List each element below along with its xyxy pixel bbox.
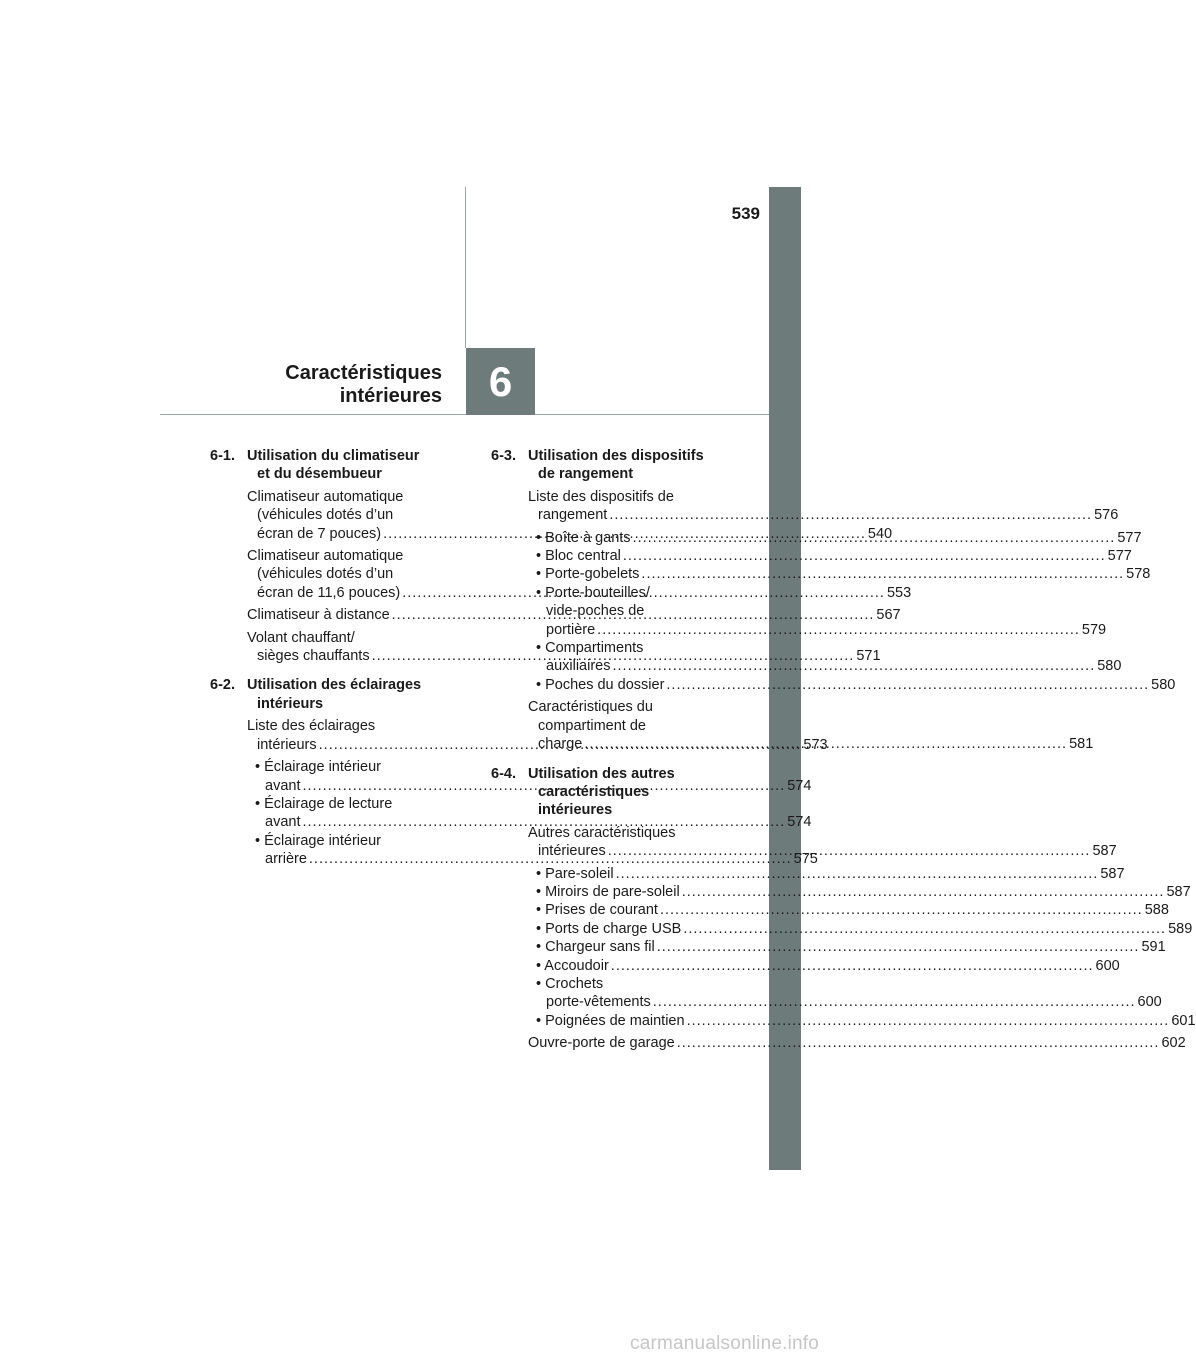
entry-line bbox=[528, 621, 1107, 639]
section-title bbox=[247, 447, 458, 484]
page-ref[interactable]: 573 bbox=[803, 736, 828, 753]
entry-line: • Crochets bbox=[536, 975, 604, 992]
entry-text: arrière bbox=[265, 851, 307, 868]
entry-line bbox=[247, 813, 812, 831]
dot-leader bbox=[660, 902, 1143, 918]
dot-leader bbox=[609, 507, 1092, 523]
section-title-line: Utilisation des éclairages bbox=[247, 677, 422, 694]
dot-leader bbox=[657, 939, 1140, 955]
entry-line bbox=[528, 938, 1166, 956]
entry-text: rangement bbox=[538, 507, 608, 524]
entry-line: • Porte-bouteilles/ bbox=[536, 584, 650, 601]
entry-line: Caractéristiques du bbox=[528, 699, 653, 716]
dot-leader bbox=[687, 1013, 1170, 1029]
page-ref[interactable]: 576 bbox=[1094, 507, 1119, 524]
section-number: 6-2. bbox=[210, 677, 235, 694]
section-number: 6-1. bbox=[210, 448, 235, 464]
entry-text: • Poches du dossier bbox=[536, 676, 665, 693]
page-ref[interactable]: 579 bbox=[1081, 621, 1107, 638]
entry-text: • Prises de courant bbox=[536, 902, 658, 919]
page-ref[interactable]: 591 bbox=[1141, 939, 1166, 956]
section-title-line: Utilisation du climatiseur bbox=[247, 448, 420, 464]
watermark: carmanualsonline.info bbox=[630, 1333, 820, 1354]
entry-text: charge bbox=[538, 736, 583, 753]
dot-leader bbox=[666, 677, 1149, 693]
section-number: 6-4. bbox=[491, 765, 516, 782]
entry-text: intérieurs bbox=[257, 736, 317, 753]
dot-leader bbox=[683, 921, 1166, 937]
section-title-line: Utilisation des dispositifs bbox=[528, 448, 704, 464]
entry-text: Climatiseur à distance bbox=[247, 607, 390, 624]
entry-line: (véhicules dotés d’un bbox=[257, 566, 394, 583]
page-ref[interactable]: 575 bbox=[793, 851, 818, 868]
entry-text: avant bbox=[265, 777, 301, 794]
section-title bbox=[528, 447, 739, 484]
toc-subentry[interactable] bbox=[528, 565, 1151, 583]
section-title-line: de rangement bbox=[538, 466, 634, 483]
entry-text: auxiliaires bbox=[546, 658, 611, 675]
entry-line bbox=[528, 883, 1191, 901]
dot-leader bbox=[641, 566, 1124, 582]
entry-line: Liste des dispositifs de bbox=[528, 488, 674, 505]
page-ref[interactable]: 574 bbox=[787, 814, 812, 831]
toc-subentry[interactable] bbox=[528, 547, 1132, 565]
entry-line bbox=[528, 676, 1176, 694]
entry-text: écran de 7 pouces) bbox=[257, 525, 382, 542]
entry-text: • Accoudoir bbox=[536, 957, 609, 974]
toc-subentry[interactable] bbox=[528, 865, 1125, 883]
dot-leader bbox=[597, 622, 1080, 638]
toc-subentry[interactable] bbox=[528, 1012, 1196, 1030]
section-title bbox=[528, 765, 739, 820]
entry-line bbox=[528, 657, 1122, 675]
section-title-line: intérieures bbox=[538, 802, 613, 819]
section-heading[interactable] bbox=[210, 447, 458, 484]
entry-line bbox=[528, 1034, 1186, 1052]
toc-subentry[interactable] bbox=[528, 957, 1120, 975]
entry-line bbox=[528, 865, 1125, 883]
entry-text: avant bbox=[265, 814, 301, 831]
dot-leader bbox=[616, 866, 1099, 882]
entry-text: • Chargeur sans fil bbox=[536, 939, 655, 956]
entry-line: Autres caractéristiques bbox=[528, 824, 676, 841]
header-divider-vertical bbox=[465, 187, 466, 348]
page-ref[interactable]: 577 bbox=[1107, 548, 1132, 565]
dot-leader bbox=[623, 548, 1106, 564]
entry-text: • Ports de charge USB bbox=[536, 920, 682, 937]
dot-leader bbox=[682, 884, 1165, 900]
page-ref[interactable]: 577 bbox=[1117, 529, 1142, 546]
chapter-title bbox=[220, 362, 442, 408]
entry-line: (véhicules dotés d’un bbox=[257, 507, 394, 524]
dot-leader bbox=[633, 530, 1116, 546]
toc-subentry[interactable] bbox=[528, 975, 1162, 1012]
entry-text: • Porte-gobelets bbox=[536, 566, 640, 583]
header-divider-horizontal bbox=[160, 414, 769, 415]
section-heading[interactable] bbox=[491, 765, 739, 820]
entry-line bbox=[528, 1012, 1196, 1030]
entry-text: • Poignées de maintien bbox=[536, 1012, 685, 1029]
section-title bbox=[247, 676, 458, 713]
toc-subentry[interactable] bbox=[528, 883, 1191, 901]
page-ref[interactable]: 574 bbox=[787, 777, 812, 794]
section-title-line: Utilisation des autres bbox=[528, 765, 675, 782]
dot-leader bbox=[653, 994, 1136, 1010]
entry-line bbox=[528, 547, 1132, 565]
entry-text: sièges chauffants bbox=[257, 648, 370, 665]
page-ref[interactable]: 580 bbox=[1151, 676, 1176, 693]
entry-text: • Boîte à gants bbox=[536, 529, 631, 546]
entry-text: Ouvre-porte de garage bbox=[528, 1035, 675, 1052]
dot-leader bbox=[612, 658, 1095, 674]
section-heading[interactable] bbox=[210, 676, 458, 713]
page-ref[interactable]: 601 bbox=[1171, 1012, 1196, 1029]
page-ref[interactable]: 571 bbox=[856, 648, 881, 665]
chapter-title-line: intérieures bbox=[339, 385, 442, 407]
entry-line bbox=[528, 993, 1162, 1011]
entry-line: Climatiseur automatique bbox=[247, 548, 404, 565]
entry-line: • Éclairage intérieur bbox=[255, 759, 381, 776]
entry-text: • Pare-soleil bbox=[536, 865, 614, 882]
page-ref[interactable]: 602 bbox=[1161, 1035, 1186, 1052]
dot-leader bbox=[584, 736, 1067, 752]
entry-line bbox=[528, 920, 1193, 938]
section-title-line: caractéristiques bbox=[538, 783, 650, 800]
page-ref[interactable]: 589 bbox=[1168, 920, 1193, 937]
dot-leader bbox=[677, 1035, 1160, 1051]
page-ref[interactable]: 587 bbox=[1166, 883, 1191, 900]
page-ref[interactable]: 540 bbox=[867, 525, 893, 542]
chapter-number-box: 6 bbox=[466, 348, 535, 415]
entry-line: Volant chauffant/ bbox=[247, 629, 355, 646]
entry-line: • Éclairage de lecture bbox=[255, 795, 393, 812]
entry-text: • Bloc central bbox=[536, 548, 621, 565]
entry-line: • Éclairage intérieur bbox=[255, 832, 381, 849]
page-ref[interactable]: 587 bbox=[1092, 843, 1117, 860]
page-ref[interactable]: 578 bbox=[1126, 566, 1151, 583]
page-ref[interactable]: 588 bbox=[1144, 902, 1169, 919]
toc-subentry[interactable] bbox=[528, 920, 1193, 938]
page-ref[interactable]: 587 bbox=[1100, 865, 1125, 882]
page-ref[interactable]: 553 bbox=[886, 584, 912, 601]
entry-line bbox=[528, 565, 1151, 583]
dot-leader bbox=[611, 958, 1094, 974]
entry-line bbox=[528, 901, 1169, 919]
section-title-line: intérieurs bbox=[257, 695, 324, 712]
entry-line: Liste des éclairages bbox=[247, 718, 376, 735]
entry-line: Climatiseur automatique bbox=[247, 488, 404, 505]
page-number: 539 bbox=[731, 204, 760, 223]
section-title-line: et du désembueur bbox=[257, 466, 382, 483]
entry-text: intérieures bbox=[538, 843, 606, 860]
entry-text: écran de 11,6 pouces) bbox=[257, 584, 401, 601]
entry-text: porte-vêtements bbox=[546, 994, 651, 1011]
section-heading[interactable] bbox=[491, 447, 739, 484]
toc-subentry[interactable] bbox=[528, 676, 1176, 694]
toc-entry[interactable] bbox=[528, 1034, 1186, 1052]
entry-line bbox=[528, 506, 1119, 524]
entry-text: portière bbox=[546, 621, 596, 638]
entry-line: compartiment de bbox=[538, 717, 646, 734]
toc-entry[interactable] bbox=[528, 488, 1119, 525]
entry-line: • Compartiments bbox=[536, 640, 644, 657]
entry-line: vide-poches de bbox=[546, 603, 645, 620]
section-number: 6-3. bbox=[491, 448, 516, 464]
page-ref[interactable]: 580 bbox=[1097, 658, 1122, 675]
page-ref[interactable]: 581 bbox=[1069, 736, 1094, 753]
toc-subentry[interactable] bbox=[528, 938, 1166, 956]
page-ref[interactable]: 567 bbox=[876, 607, 901, 624]
toc-subentry[interactable] bbox=[528, 901, 1169, 919]
page-ref[interactable]: 600 bbox=[1095, 957, 1120, 974]
dot-leader bbox=[608, 843, 1091, 859]
chapter-title-line: Caractéristiques bbox=[285, 362, 442, 384]
entry-line bbox=[528, 957, 1120, 975]
page-ref[interactable]: 600 bbox=[1137, 994, 1162, 1011]
entry-text: • Miroirs de pare-soleil bbox=[536, 883, 680, 900]
